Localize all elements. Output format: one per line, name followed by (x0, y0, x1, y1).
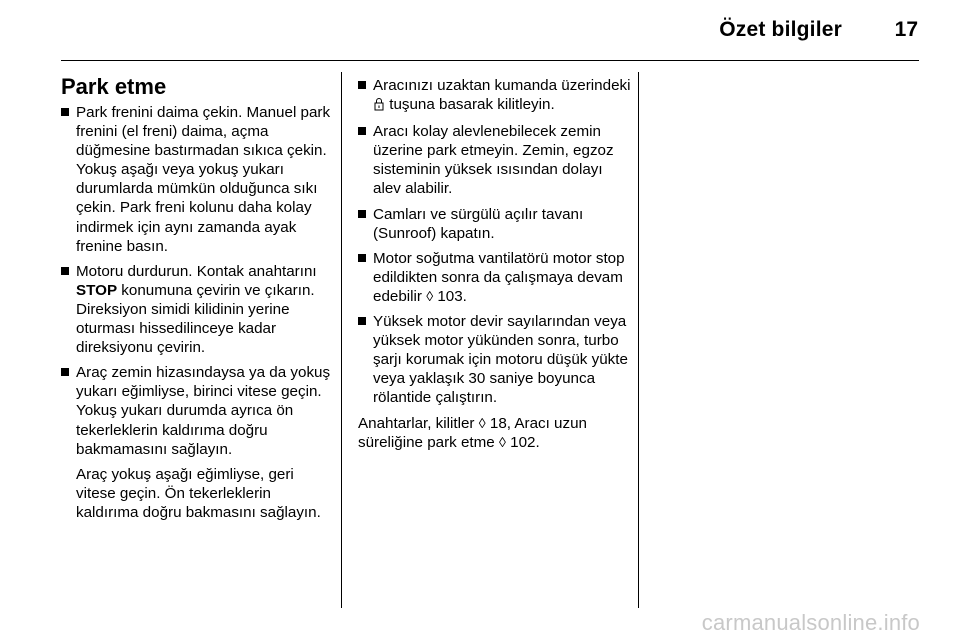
list-item-text: Aracı kolay alevlenebilecek zemin üzerine park etmeyin. Zemin, egzoz sisteminin yüksek ısısından dolayı alev alabilir. (373, 123, 614, 198)
column-divider (638, 72, 639, 608)
list-item (358, 76, 632, 116)
bullet-square-icon (358, 81, 366, 89)
list-item (61, 363, 333, 458)
list-item (358, 205, 632, 243)
paragraph-text: Anahtarlar, kilitler (358, 414, 479, 432)
header-title: Özet bilgiler (719, 18, 842, 41)
bullet-square-icon (61, 108, 69, 116)
page-reference[interactable]: 102. (510, 433, 540, 451)
cross-reference-paragraph (358, 414, 632, 452)
lock-icon (374, 97, 384, 116)
list-item-text: konumuna çevirin ve çıkarın. Direksiyon simidi kilidinin yerine oturması hissedilinceye kadar direksiyonu çevirin. (76, 281, 315, 357)
list-item-text: Yüksek motor devir sayılarından veya yüksek motor yükünden sonra, turbo şarjı korumak için motoru düşük yükte veya yaklaşık 30 saniye boyunca rölantide çalıştırın. (373, 313, 628, 407)
bullet-square-icon (61, 368, 69, 376)
list-item (61, 262, 333, 357)
left-column (61, 74, 333, 528)
list-item-text: Aracınızı uzaktan kumanda üzerindeki (373, 77, 631, 94)
list-item-text: Araç zemin hizasındaysa ya da yokuş yukarı eğimliyse, birinci vitese geçin. Yokuş yukarı durumda ayrıca ön tekerleklerin kaldırıma doğru bakmamasını sağlayın. (76, 364, 331, 458)
list-item-text: tuşuna basarak kilitleyin. (385, 96, 555, 114)
list-item-text: Camları ve sürgülü açılır tavanı (Sunroof) kapatın. (373, 205, 584, 242)
list-item-text: Motoru durdurun. Kontak anahtarını (76, 262, 317, 280)
bullet-square-icon (61, 267, 69, 275)
reference-arrow-icon: ◊ (498, 433, 506, 450)
watermark: carmanualsonline.info (701, 610, 920, 635)
page-reference[interactable]: 18 (489, 414, 507, 432)
key-position-stop: STOP (76, 281, 118, 299)
paragraph-text: , Aracı uzun süreliğine park etme (358, 414, 587, 451)
page-number: 17 (894, 18, 918, 41)
list-item-continuation: Araç yokuş aşağı eğimliyse, geri vitese geçin. Ön tekerleklerin kaldırıma doğru bakmasını sağlayın. (76, 465, 321, 521)
list-item (358, 249, 632, 306)
reference-arrow-icon: ◊ (426, 287, 434, 304)
right-column (358, 76, 632, 452)
column-divider (341, 72, 342, 608)
reference-arrow-icon: ◊ (478, 414, 486, 431)
page-reference[interactable]: 103. (437, 287, 467, 305)
header-divider (61, 60, 919, 61)
list-item-text: Motor soğutma vantilatörü motor stop edildikten sonra da çalışmaya devam edebilir (373, 249, 625, 305)
list-item-text: Park frenini daima çekin. Manuel park frenini (el freni) daima, açma düğmesine bastırmadan sıkıca çekin. Yokuş aşağı veya yokuş yukarı durumlarda mümkün olduğunca sıkı çekin. Park freni kolunu daha kolay indirmek için aynı zamanda ayak frenine basın. (76, 104, 331, 255)
section-title: Park etme (61, 74, 167, 99)
list-item (358, 312, 632, 407)
bullet-square-icon (358, 254, 366, 262)
bullet-square-icon (358, 210, 366, 218)
list-item (61, 103, 333, 256)
list-item (358, 122, 632, 198)
bullet-square-icon (358, 317, 366, 325)
bullet-square-icon (358, 127, 366, 135)
